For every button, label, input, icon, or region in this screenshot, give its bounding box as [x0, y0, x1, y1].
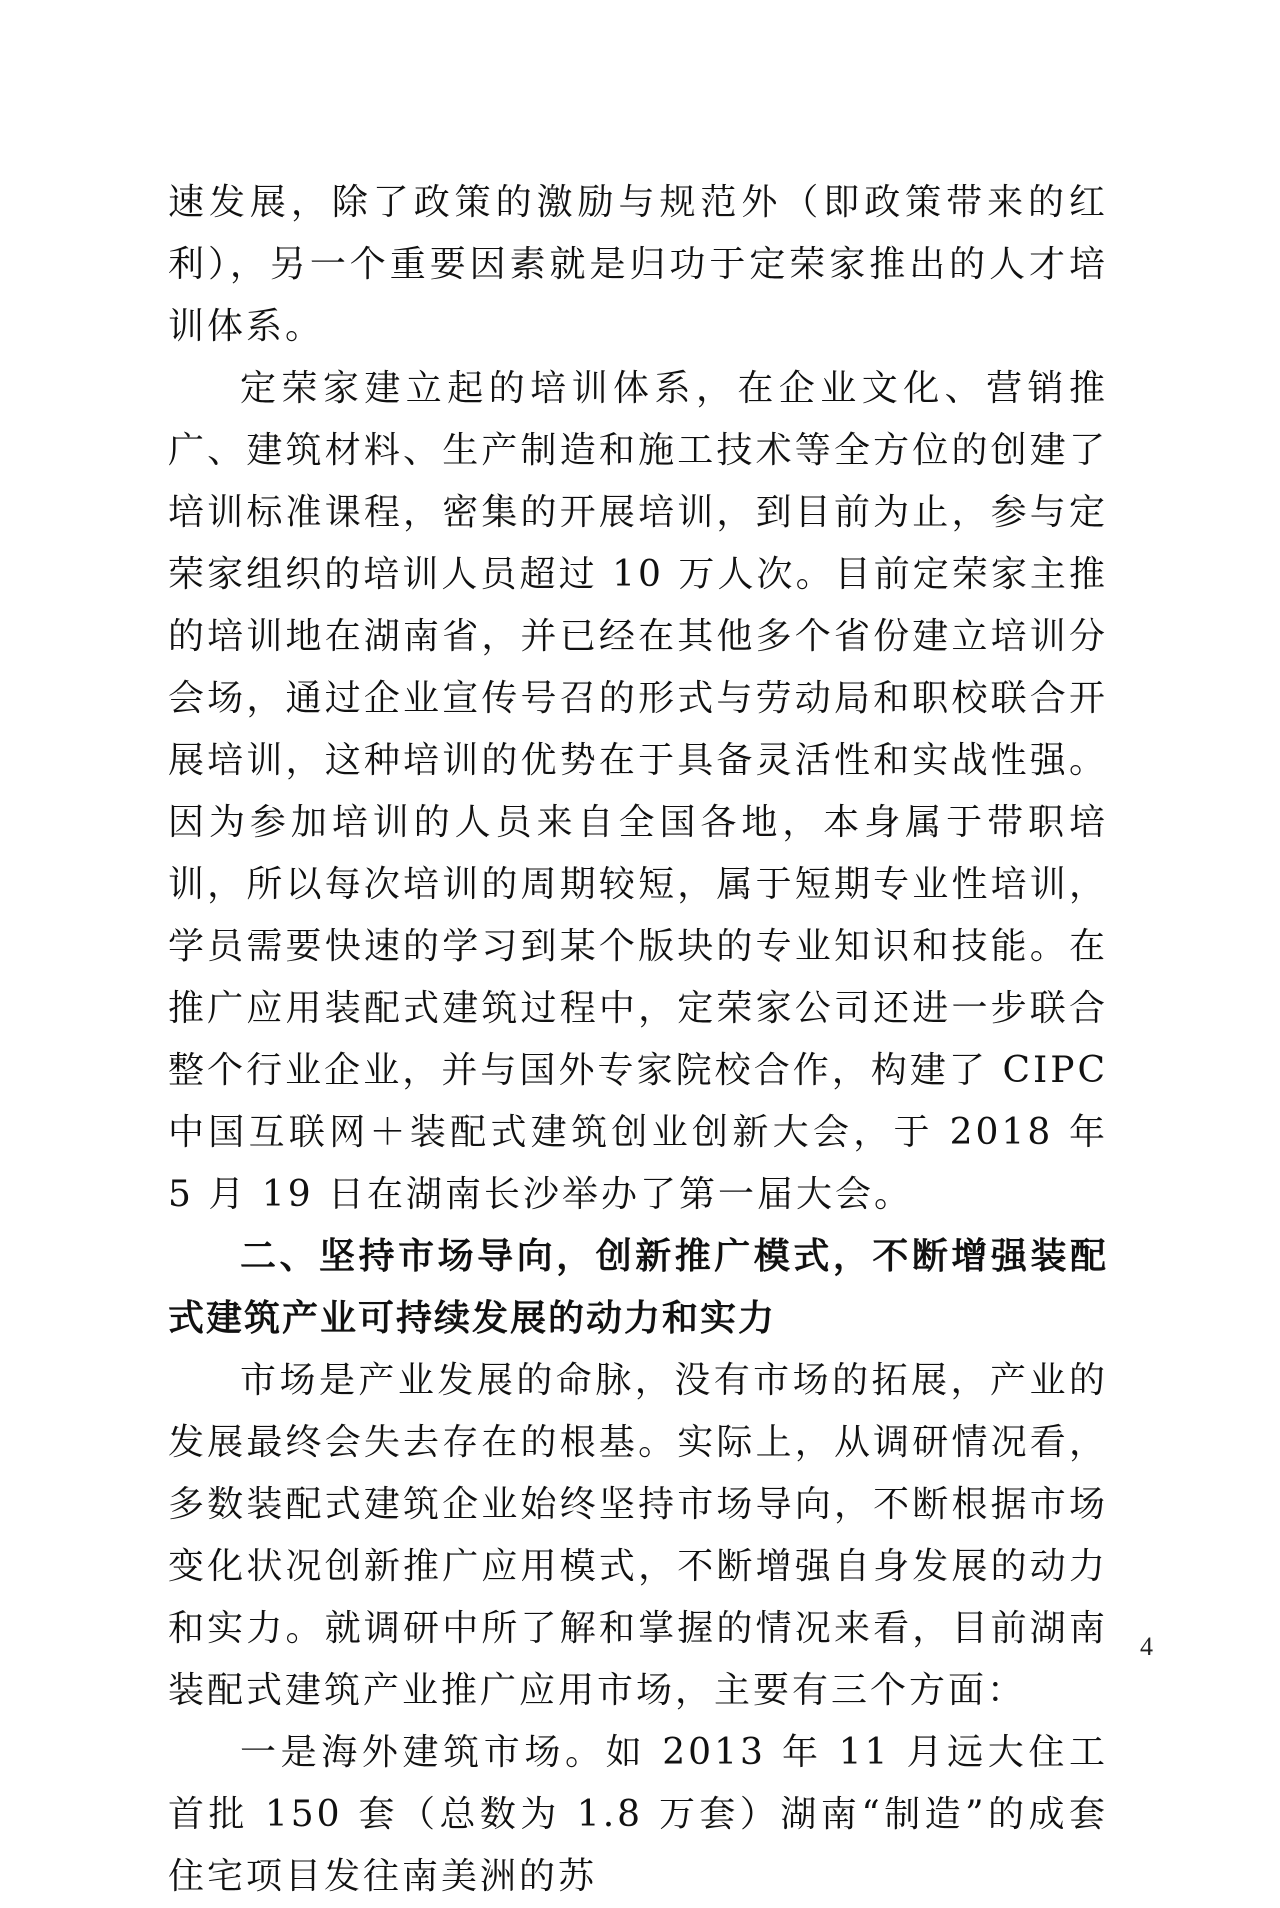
paragraph-training-system: 定荣家建立起的培训体系，在企业文化、营销推广、建筑材料、生产制造和施工技术等全方位的创建了培训标准课程，密集的开展培训，到目前为止，参与定荣家组织的培训人员超过 10 万人次。目前定荣家主推的培训地在湖南省，并已经在其他多个省份建立培训分会场，通过企业宣传号召的形式与劳动局和职校联合开展培训，这种培训的优势在于具备灵活性和实战性强。因为参加培训的人员来自全国各地，本身属于带职培训，所以每次培训的周期较短，属于短期专业性培训，学员需要快速的学习到某个版块的专业知识和技能。在推广应用装配式建筑过程中，定荣家公司还进一步联合整个行业企业，并与国外专家院校合作，构建了 CIPC 中国互联网＋装配式建筑创业创新大会，于 2018 年 5 月 19 日在湖南长沙举办了第一届大会。: [168, 368, 1108, 1215]
paragraph-market: 市场是产业发展的命脉，没有市场的拓展，产业的发展最终会失去存在的根基。实际上，从调研情况看，多数装配式建筑企业始终坚持市场导向，不断根据市场变化状况创新推广应用模式，不断增强自身发展的动力和实力。就调研中所了解和掌握的情况来看，目前湖南装配式建筑产业推广应用市场，主要有三个方面：: [168, 1360, 1108, 1711]
body-text: [168, 172, 1108, 1908]
page-number: 4: [1140, 1632, 1153, 1661]
section-heading: 二、坚持市场导向，创新推广模式，不断增强装配式建筑产业可持续发展的动力和实力: [168, 1236, 1108, 1339]
paragraph-continued: 速发展，除了政策的激励与规范外（即政策带来的红利），另一个重要因素就是归功于定荣家推出的人才培训体系。: [168, 182, 1108, 347]
paragraph-overseas: 一是海外建筑市场。如 2013 年 11 月远大住工首批 150 套（总数为 1.8 万套）湖南“制造”的成套住宅项目发往南美洲的苏: [168, 1732, 1108, 1897]
